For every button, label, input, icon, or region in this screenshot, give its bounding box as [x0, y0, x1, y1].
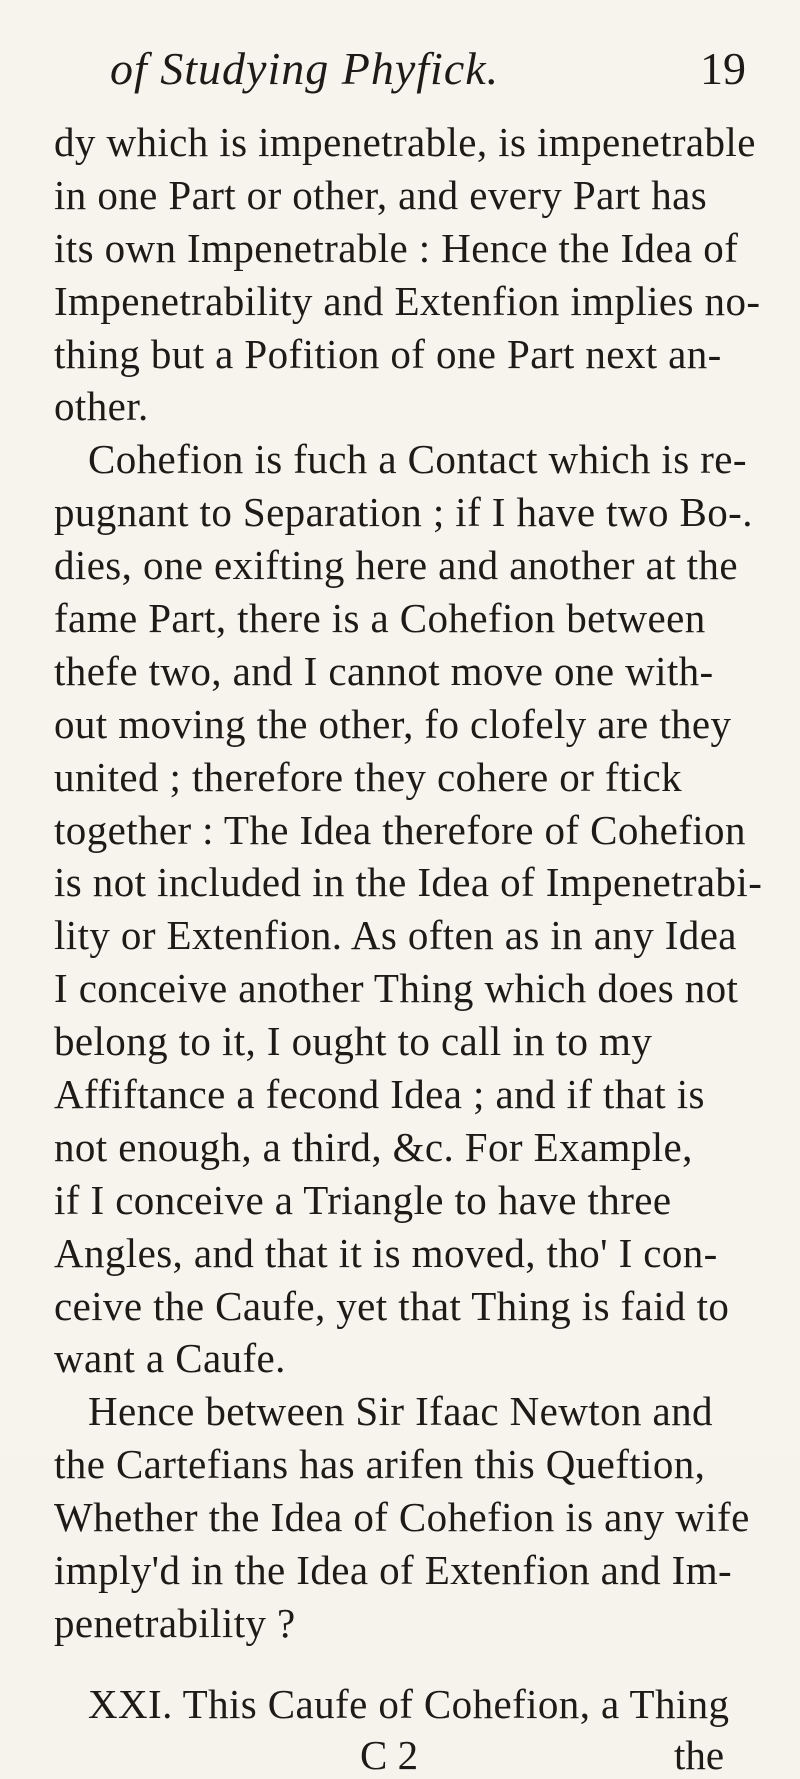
text-line: united ; therefore they cohere or ftick	[54, 753, 683, 800]
section-gap	[54, 1650, 794, 1678]
text-line: thefe two, and I cannot move one with-	[54, 647, 714, 694]
page-header	[0, 42, 800, 102]
body-text	[54, 116, 794, 1779]
text-line: want a Caufe.	[54, 1335, 286, 1382]
text-line: fame Part, there is a Cohefion between	[54, 595, 706, 642]
text-line: if I conceive a Triangle to have three	[54, 1176, 672, 1223]
text-line: the Cartefians has arifen this Queftion,	[54, 1441, 706, 1488]
text-line: dies, one exifting here and another at the	[54, 542, 738, 589]
text-line: Cohefion is fuch a Contact which is re-	[88, 436, 747, 483]
text-line: other.	[54, 383, 149, 430]
text-line: ceive the Caufe, yet that Thing is faid to	[54, 1282, 730, 1329]
catchword: the	[674, 1731, 725, 1778]
text-line: lity or Extenfion. As often as in any Idea	[54, 912, 737, 959]
text-line: penetrability ?	[54, 1599, 296, 1646]
text-line: thing but a Pofition of one Part next an-	[54, 330, 722, 377]
text-line: pugnant to Separation ; if I have two Bo-.	[54, 489, 753, 536]
text-line: together : The Idea therefore of Cohefion	[54, 806, 746, 853]
text-line: its own Impenetrable : Hence the Idea of	[54, 224, 739, 271]
text-line: belong to it, I ought to call in to my	[54, 1018, 653, 1065]
text-line: Angles, and that it is moved, tho' I con-	[54, 1229, 718, 1276]
text-line: Impenetrability and Extenfion implies no-	[54, 277, 761, 324]
text-line: dy which is impenetrable, is impenetrable	[54, 119, 756, 165]
text-line: in one Part or other, and every Part has	[54, 171, 708, 218]
text-line: out moving the other, fo clofely are they	[54, 700, 732, 747]
text-line: Affiftance a fecond Idea ; and if that is	[54, 1071, 705, 1118]
page-footer	[54, 1731, 794, 1779]
text-line: not enough, a third, &c. For Example,	[54, 1123, 693, 1170]
signature-mark: C 2	[360, 1731, 419, 1778]
text-line: Whether the Idea of Cohefion is any wife	[54, 1494, 750, 1541]
text-line: imply'd in the Idea of Extenfion and Im-	[54, 1547, 733, 1594]
text-line: XXI. This Caufe of Cohefion, a Thing	[88, 1680, 730, 1727]
text-line: is not included in the Idea of Impenetrabi-	[54, 859, 763, 906]
text-line: Hence between Sir Ifaac Newton and	[88, 1388, 713, 1435]
running-head: of Studying Phyfick.	[110, 43, 500, 94]
text-line: I conceive another Thing which does not	[54, 965, 739, 1012]
page-number: 19	[700, 43, 746, 94]
